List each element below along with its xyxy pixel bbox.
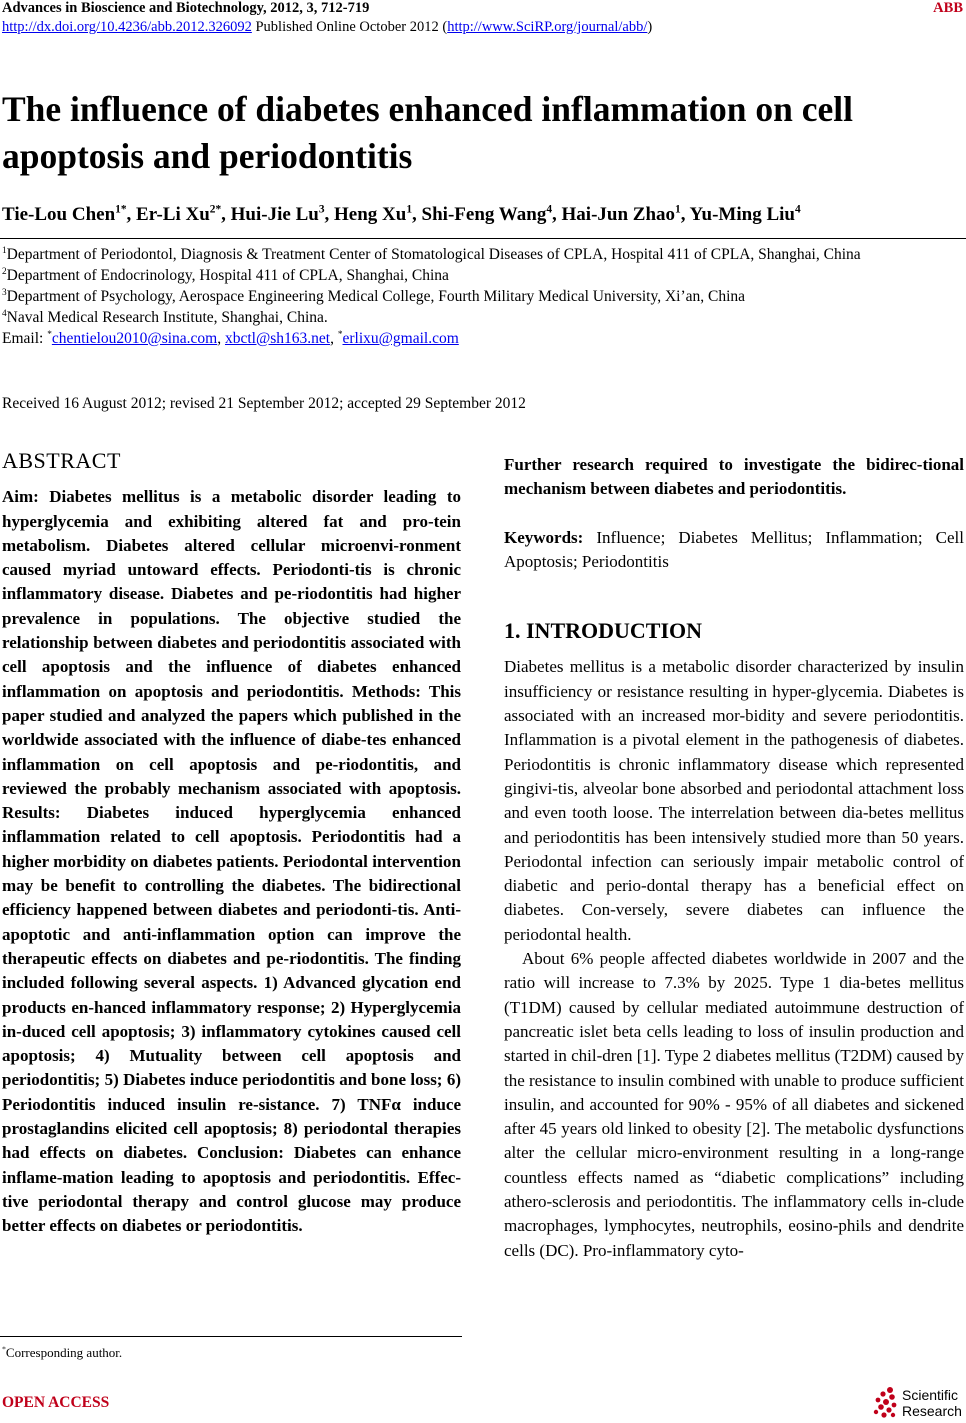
author-affil-mark: 4 xyxy=(546,203,553,216)
author-sep: , xyxy=(126,204,137,225)
dots-cluster-icon xyxy=(872,1386,900,1420)
journal-citation: Advances in Bioscience and Biotechnology, 2012, 3, 712-719 xyxy=(2,0,370,16)
author-name: Shi-Feng Wang xyxy=(421,204,547,225)
received-dates: Received 16 August 2012; revised 21 September 2012; accepted 29 September 2012 xyxy=(2,395,526,412)
email-label: Email: xyxy=(2,330,48,347)
affiliation-mark: 2 xyxy=(2,266,7,277)
header-divider xyxy=(0,238,966,239)
email-link-3[interactable]: erlixu@gmail.com xyxy=(342,330,459,347)
author-sep: , xyxy=(552,204,562,225)
author-name: Hui-Jie Lu xyxy=(230,204,319,225)
intro-paragraph-1: Diabetes mellitus is a metabolic disorder characterized by insulin insufficiency or resistance resulting in hyper-glycemia. Diabetes is associated with an increased mor-bidity and severe periodontitis. Inflammation is a pivotal element in the pathogenesis of diabetes. Periodontitis is chronic inflammatory disease which represented gingivi-tis, alveolar bone absorbed and periodontal attachment loss and even tooth loose. The interrelation between dia-betes mellitus and periodontitis has been intensively studied more than 50 years. Periodontal infection can seriously impair metabolic control of diabetic and perio-dontal therapy has a beneficial effect on diabetes. Con-versely, severe diabetes can influence the periodontal health. xyxy=(504,657,964,944)
affiliations xyxy=(2,244,964,349)
email-line xyxy=(2,328,964,349)
affiliation xyxy=(2,286,964,307)
author-name: Hai-Jun Zhao xyxy=(561,204,676,225)
author-affil-mark: 3 xyxy=(318,203,325,216)
doi-link[interactable]: http://dx.doi.org/10.4236/abb.2012.326092 xyxy=(2,19,252,35)
open-access-label: OPEN ACCESS xyxy=(2,1394,110,1411)
author-sep: , xyxy=(412,204,422,225)
author-affil-mark: 1 xyxy=(675,203,681,216)
right-column xyxy=(504,453,964,1263)
section-heading: 1. INTRODUCTION xyxy=(504,618,703,644)
left-column xyxy=(2,449,461,1239)
email-sep: , xyxy=(330,330,338,347)
logo-line-2: Research xyxy=(902,1403,962,1419)
author-affil-mark: 1 xyxy=(406,203,413,216)
published-text: Published Online October 2012 ( xyxy=(251,19,448,35)
email-link-2[interactable]: xbctl@sh163.net xyxy=(224,330,331,347)
close-paren: ) xyxy=(647,19,653,35)
affiliation-text: Department of Periodontol, Diagnosis & Treatment Center of Stomatological Diseases of CPLA, Hospital 411 of CPLA, Shanghai, China xyxy=(6,246,861,263)
author-name: Heng Xu xyxy=(334,204,407,225)
publisher-logo xyxy=(872,1385,964,1421)
abstract-heading: ABSTRACT xyxy=(2,448,121,473)
footnote-divider xyxy=(0,1336,462,1337)
doi-line xyxy=(2,19,652,36)
logo-line-1: Scientific xyxy=(902,1387,959,1403)
author-name: Yu-Ming Liu xyxy=(689,204,795,225)
keywords-label: Keywords: xyxy=(504,527,584,547)
keywords-text: Influence; Diabetes Mellitus; Inflammation; Cell Apoptosis; Periodontitis xyxy=(504,527,964,571)
intro-paragraph-2: About 6% people affected diabetes worldwide in 2007 and the ratio will increase to 7.3% by 2025. Type 1 dia-betes mellitus (T1DM) caused by cellular mediated autoimmune destruction of pancreatic islet beta cells leading to loss of insulin production and started in chil-dren [1]. Type 2 diabetes mellitus (T2DM) caused by the resistance to insulin combined with unable to produce sufficient insulin, and accounted for 90% - 95% of all diabetes and sickened after 45 years old linked to obesity [2]. The metabolic dysfunctions alter the cellular micro-environment resulting in a long-range countless effects named as “diabetic complications” including athero-sclerosis and periodontitis. The inflammatory cells in-clude macrophages, lymphocytes, neutrophils, eosino-phils and dendrite cells (DC). Pro-inflammatory cyto- xyxy=(504,949,964,1260)
abstract-continuation: Further research required to investigate the bidirec-tional mechanism between diabetes and periodontitis. xyxy=(504,455,964,499)
author-affil-mark: 4 xyxy=(794,203,801,216)
author-name: Er-Li Xu xyxy=(136,204,210,225)
affiliation xyxy=(2,244,964,265)
affiliation-mark: 4 xyxy=(2,308,7,319)
keywords xyxy=(504,526,964,575)
affiliation-mark: 3 xyxy=(2,287,7,298)
email-sep: , xyxy=(217,330,225,347)
affiliation-text: Naval Medical Research Institute, Shanghai, China. xyxy=(6,309,328,326)
abstract-body: Aim: Diabetes mellitus is a metabolic disorder leading to hyperglycemia and exhibiting altered fat and pro-tein metabolism. Diabetes altered cellular microenvi-ronment caused myriad untoward effects. Periodonti-tis is chronic inflammatory disease. Diabetes and pe-riodontitis had higher prevalence in populations. The objective studied the relationship between diabetes and periodontitis associated with cell apoptosis and the influence of diabetes enhanced inflammation on apoptosis and periodontitis. Methods: This paper studied and analyzed the papers which published in the worldwide associated with the influence of diabe-tes enhanced inflammation on cell apoptosis and pe-riodontitis, and reviewed the probably mechanism associated with apoptosis. Results: Diabetes induced hyperglycemia enhanced inflammation related to cell apoptosis. Periodontitis had a higher morbidity on diabetes patients. Periodontal intervention may be benefit to controlling the diabetes. The bidirectional efficiency happened between diabetes and periodonti-tis. Anti-apoptotic and anti-inflammation option can improve the therapeutic effects on diabetes and pe-riodontitis. The finding included following several aspects. 1) Advanced glycation end products en-hanced inflammatory response; 2) Hyperglycemia in-duced cell apoptosis; 3) inflammatory cytokines caused cell apoptosis; 4) Mutuality between cell apoptosis and periodontitis; 5) Diabetes induce periodontitis and bone loss; 6) Periodontitis induced insulin re-sistance. 7) TNFα induce prostaglandins elicited cell apoptosis; 8) periodontal therapies had effects on diabetes. Conclusion: Diabetes can enhance inflame-mation leading to apoptosis and periodontitis. Effec-tive periodontal therapy and control glucose may produce better effects on diabetes or periodontitis. xyxy=(2,487,461,1236)
footnote-star: * xyxy=(2,1344,6,1354)
author-sep: , xyxy=(324,204,335,225)
author-name: Tie-Lou Chen xyxy=(2,204,116,225)
author-sep: , xyxy=(221,204,231,225)
affiliation-text: Department of Endocrinology, Hospital 411 of CPLA, Shanghai, China xyxy=(6,267,449,284)
footnote-text: Corresponding author. xyxy=(5,1345,123,1360)
journal-abbreviation: ABB xyxy=(933,0,963,16)
author-affil-mark: 2* xyxy=(209,203,222,216)
author-list xyxy=(2,204,801,226)
footnote xyxy=(2,1345,122,1361)
email-star: * xyxy=(47,329,52,340)
affiliation-mark: 1 xyxy=(2,245,7,256)
author-affil-mark: 1* xyxy=(115,203,127,216)
affiliation-text: Department of Psychology, Aerospace Engineering Medical College, Fourth Military Medical University, Xi’an, China xyxy=(6,288,746,305)
journal-link[interactable]: http://www.SciRP.org/journal/abb/ xyxy=(447,19,648,35)
email-star: * xyxy=(337,329,343,340)
paper-title: The influence of diabetes enhanced inflammation on cell apoptosis and periodontitis xyxy=(2,89,854,176)
affiliation xyxy=(2,307,964,328)
email-link-1[interactable]: chentielou2010@sina.com xyxy=(51,330,218,347)
author-sep: , xyxy=(680,204,690,225)
affiliation xyxy=(2,265,964,286)
